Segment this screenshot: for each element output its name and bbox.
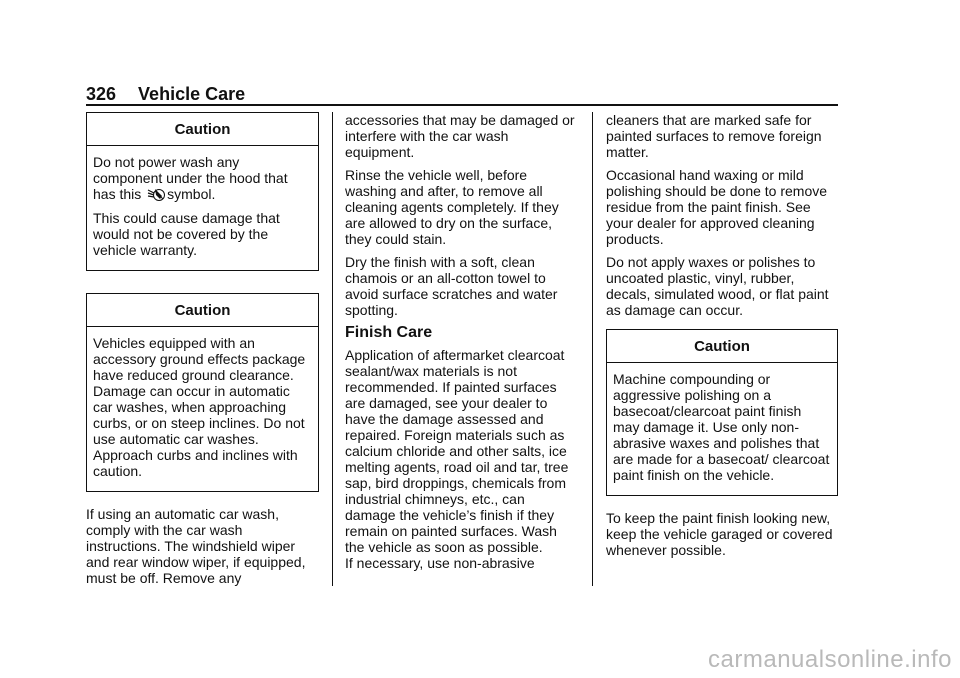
caution-text-part: symbol. <box>167 186 216 202</box>
body-paragraph: If using an automatic car wash, comply with the car wash instructions. The windshield wiper and rear window wiper, if equipped, must be off. Remove any <box>86 505 306 586</box>
header-rule <box>86 104 838 106</box>
column-divider <box>592 112 593 586</box>
section-title: Vehicle Care <box>138 84 246 104</box>
column-divider <box>332 112 333 586</box>
caution-title: Caution <box>607 330 837 363</box>
body-paragraph: Rinse the vehicle well, before washing and after, to remove all cleaning agents completely. If they are allowed to dry on the surface, they could stain. <box>345 167 559 247</box>
spacer <box>86 271 319 293</box>
body-paragraph: cleaners that are marked safe for painted surfaces to remove foreign matter. <box>606 112 822 160</box>
body-paragraph: Application of aftermarket clearcoat sealant/wax materials is not recommended. If painted surfaces are damaged, see your dealer to have the damage assessed and repaired. Foreign materials such as calcium chloride and other salts, ice melting agents, road oil and tar, tree sap, bird droppings, chemicals from industrial chimneys, etc., can damage the vehicle’s finish if they remain on painted surfaces. Wash the vehicle as soon as possible. <box>345 347 569 555</box>
caution-title: Caution <box>87 294 318 327</box>
section-heading: Finish Care <box>345 324 433 341</box>
caution-text: Vehicles equipped with an accessory ground effects package have reduced ground clearance. Damage can occur in automatic car washes, when approaching curbs, or on steep inclines. Do not use automatic car washes. Approach curbs and inclines with caution. <box>93 334 306 479</box>
caution-title: Caution <box>87 113 318 146</box>
caution-box <box>86 293 319 492</box>
body-paragraph: accessories that may be damaged or interfere with the car wash equipment. <box>345 112 575 160</box>
body-paragraph: Occasional hand waxing or mild polishing should be done to remove residue from the paint finish. See your dealer for approved cleaning products. <box>606 167 828 247</box>
no-power-wash-icon <box>146 187 166 204</box>
caution-text-part: Do not power wash any component under the hood that has this <box>93 154 288 202</box>
caution-box <box>606 329 838 496</box>
page-header <box>86 84 245 105</box>
caution-body <box>87 146 318 270</box>
caution-box <box>86 112 319 271</box>
caution-text: This could cause damage that would not be covered by the vehicle warranty. <box>93 209 280 258</box>
column-2 <box>345 112 577 578</box>
body-paragraph: Dry the finish with a soft, clean chamois or an all-cotton towel to avoid surface scratches and water spotting. <box>345 254 558 318</box>
caution-text: Machine compounding or aggressive polishing on a basecoat/clearcoat paint finish may damage it. Use only non-abrasive waxes and polishes that are made for a basecoat/ clearcoat paint finish on the vehicle. <box>613 371 830 483</box>
body-paragraph: To keep the paint finish looking new, keep the vehicle garaged or covered whenever possible. <box>606 510 833 558</box>
body-paragraph: If necessary, use non-abrasive <box>345 555 535 571</box>
page-number: 326 <box>86 84 117 104</box>
spacer <box>86 492 319 506</box>
column-1 <box>86 112 319 593</box>
column-3 <box>606 112 838 565</box>
caution-text <box>93 154 312 204</box>
body-paragraph: Do not apply waxes or polishes to uncoated plastic, vinyl, rubber, decals, simulated wood, or flat paint as damage can occur. <box>606 254 829 318</box>
caution-body <box>607 363 837 495</box>
watermark: carmanualsonline.info <box>708 646 952 673</box>
spacer <box>606 496 838 510</box>
caution-body <box>87 327 318 491</box>
